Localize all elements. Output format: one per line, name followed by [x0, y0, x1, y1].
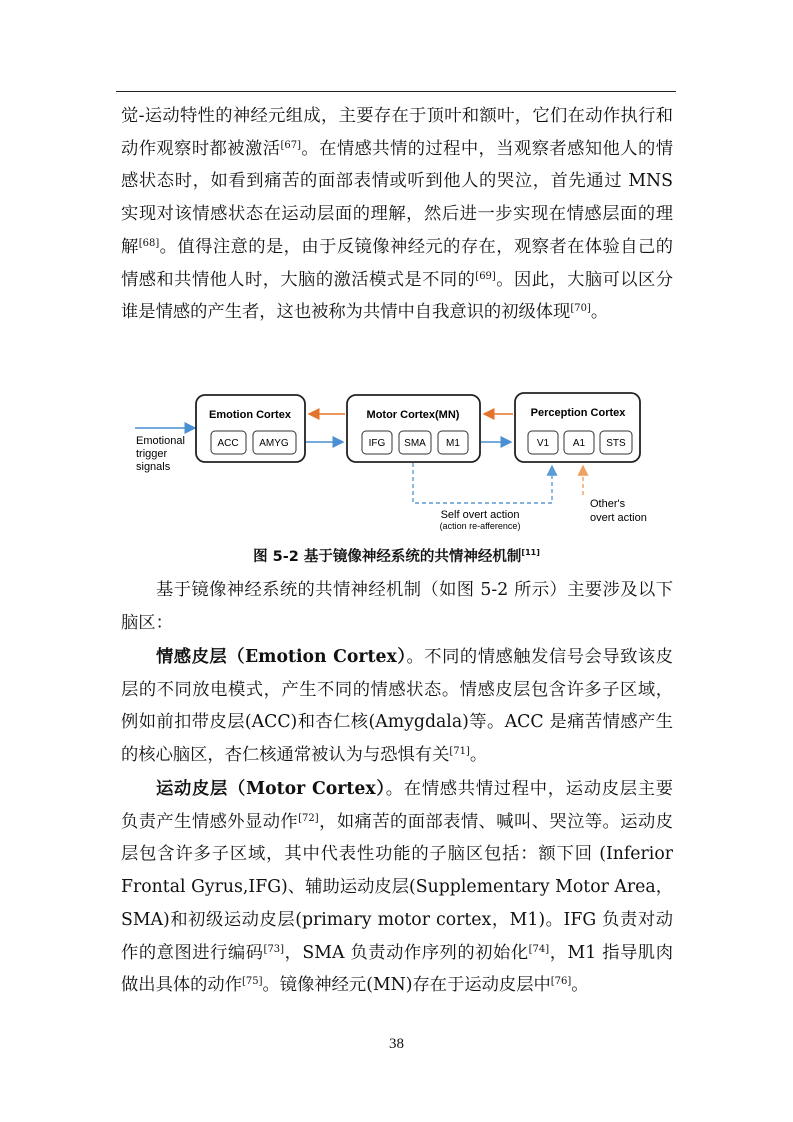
emotion-cortex-box — [196, 395, 305, 462]
amyg-label: AMYG — [259, 438, 289, 449]
header-rule — [116, 91, 676, 92]
motor-cortex-box — [347, 395, 480, 462]
emotion-cortex-heading: 情感皮层（Emotion Cortex） — [156, 647, 407, 667]
input-label-line2: trigger — [136, 448, 168, 460]
motor-cortex-heading: 运动皮层（Motor Cortex） — [156, 779, 386, 799]
sts-label: STS — [606, 438, 626, 449]
motor-cortex-title: Motor Cortex(MN) — [366, 409, 460, 421]
mirror-neuron-diagram — [0, 385, 793, 535]
m1-label: M1 — [446, 438, 460, 449]
paragraph-intro: 觉-运动特性的神经元组成，主要存在于顶叶和额叶，它们在动作执行和动作观察时都被激活[67]。在情感共情的过程中，当观察者感知他人的情感状态时，如看到痛苦的面部表情或听到他人的哭泣，首先通过 MNS 实现对该情感状态在运动层面的理解，然后进一步实现在情感层面的理解[68]。值得注意的是，由于反镜像神经元的存在，观察者在体验自己的情感和共情他人时，大脑的激活模式是不同的[69]。因此，大脑可以区分谁是情感的产生者，这也被称为共情中自我意识的初级体现[70]。 — [121, 106, 673, 323]
self-overt-action-loop — [413, 463, 552, 503]
paragraph-emotion-cortex: 情感皮层（Emotion Cortex）。不同的情感触发信号会导致该皮层的不同放电模式，产生不同的情感状态。情感皮层包含许多子区域，例如前扣带皮层(ACC)和杏仁核(Amygdala)等。ACC 是痛苦情感产生的核心脑区，杏仁核通常被认为与恐惧有关[71]。 — [121, 647, 673, 766]
a1-label: A1 — [572, 438, 586, 449]
ifg-label: IFG — [368, 438, 386, 449]
page-number: 38 — [389, 1036, 404, 1052]
sma-label: SMA — [404, 438, 426, 449]
paragraph-motor-cortex: 运动皮层（Motor Cortex）。在情感共情过程中，运动皮层主要负责产生情感外显动作[72]，如痛苦的面部表情、喊叫、哭泣等。运动皮层包含许多子区域，其中代表性功能的子脑区包括：额下回 (Inferior Frontal Gyrus,IFG)、辅助运动皮层(Supplementary Motor Area，SMA)和初级运动皮层(primary motor cortex，M1)。IFG 负责对动作的意图进行编码[73]，SMA 负责动作序列的初始化[74]，M1 指导肌肉做出具体的动作[75]。镜像神经元(MN)存在于运动皮层中[76]。 — [121, 779, 673, 996]
v1-label: V1 — [536, 438, 550, 449]
self-overt-action-sublabel: (action re-afference) — [439, 521, 521, 531]
perception-cortex-title: Perception Cortex — [530, 407, 626, 419]
perception-cortex-box — [515, 393, 640, 462]
other-overt-action-label-line1: Other's — [590, 498, 626, 510]
other-overt-action-label-line2: overt action — [590, 512, 647, 524]
acc-label: ACC — [217, 438, 239, 449]
paragraph-brain-regions-intro: 基于镜像神经系统的共情神经机制（如图 5-2 所示）主要涉及以下脑区： — [121, 580, 673, 633]
emotion-cortex-title: Emotion Cortex — [209, 409, 291, 421]
input-label-line1: Emotional — [136, 435, 185, 447]
input-label-line3: signals — [136, 461, 171, 473]
figure-caption: 图 5-2 基于镜像神经系统的共情神经机制[11] — [253, 548, 540, 565]
self-overt-action-label: Self overt action — [440, 509, 520, 521]
